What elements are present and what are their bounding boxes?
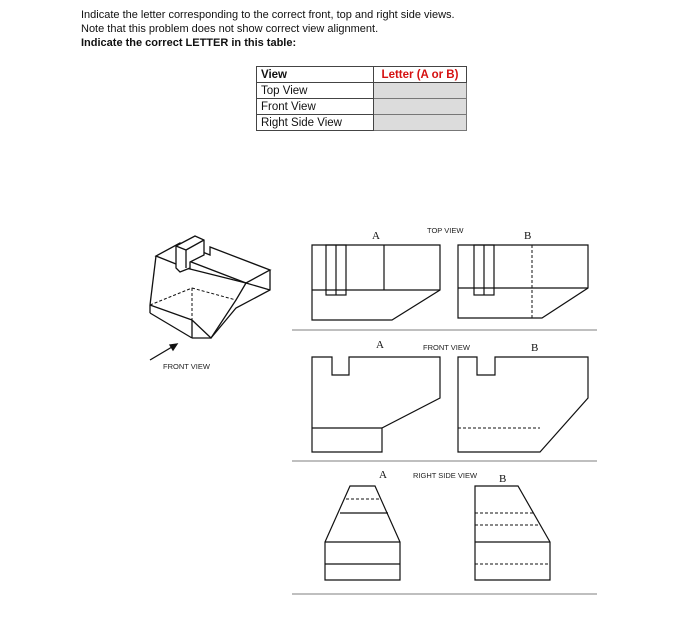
top-view-option-b-label: B xyxy=(524,230,532,242)
right-view-option-a-label: A xyxy=(379,469,387,481)
header-letter: Letter (A or B) xyxy=(374,67,467,83)
top-view-label: TOP VIEW xyxy=(427,226,464,235)
top-view-option-b xyxy=(458,245,588,318)
top-view-option-a xyxy=(312,245,440,320)
right-view-option-b xyxy=(475,486,550,580)
front-view-option-a-label: A xyxy=(376,339,384,351)
front-view-option-b xyxy=(458,357,588,452)
top-view-option-a-label: A xyxy=(372,230,380,242)
header-view: View xyxy=(257,67,374,83)
front-view-option-b-label: B xyxy=(531,342,539,354)
right-view-option-a xyxy=(325,486,400,580)
instruction-line-3: Indicate the correct LETTER in this table: xyxy=(81,37,297,49)
right-view-option-b-label: B xyxy=(499,473,507,485)
instruction-line-1: Indicate the letter corresponding to the correct front, top and right side views. xyxy=(81,9,455,21)
front-view-pictorial-label: FRONT VIEW xyxy=(163,362,210,371)
row-view-label: Front View xyxy=(257,99,374,115)
front-view-option-a xyxy=(312,357,440,452)
right-side-view-label: RIGHT SIDE VIEW xyxy=(413,471,478,480)
front-view-section-label: FRONT VIEW xyxy=(423,343,470,352)
isometric-view xyxy=(150,236,270,360)
row-view-label: Top View xyxy=(257,83,374,99)
row-view-label: Right Side View xyxy=(257,115,374,131)
instruction-line-2: Note that this problem does not show correct view alignment. xyxy=(81,23,379,35)
